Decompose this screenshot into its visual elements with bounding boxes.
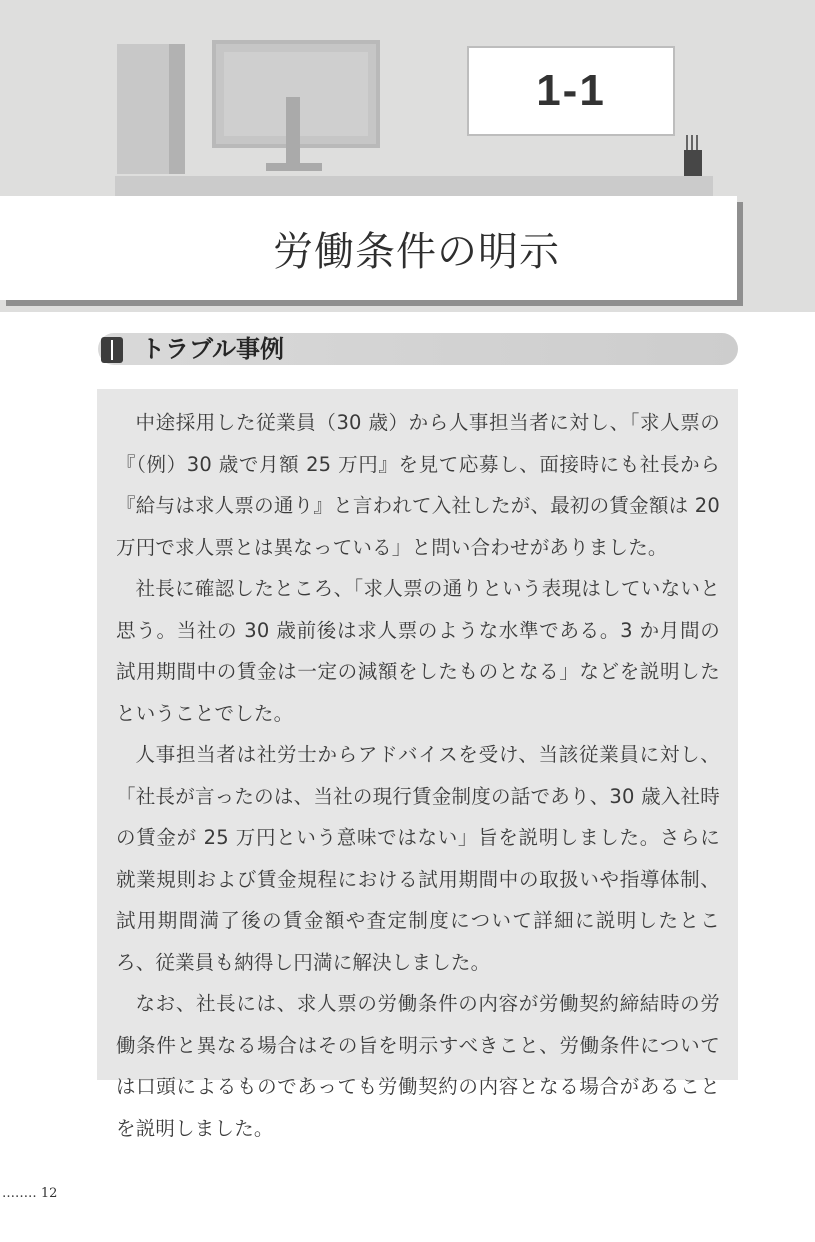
pen-cup-illustration [684,150,702,176]
chapter-number: 1-1 [467,46,675,136]
page-number: ‥‥‥‥ 12 [2,1186,58,1201]
section-heading: トラブル事例 [141,335,285,363]
bookshelf-illustration [117,44,169,174]
pens-illustration [686,135,700,151]
section-marker-icon [101,337,123,363]
bookshelf-side-illustration [169,44,185,174]
case-paragraph: 中途採用した従業員（30 歳）から人事担当者に対し、「求人票の『（例）30 歳で月額 25 万円』を見て応募し、面接時にも社長から『給与は求人票の通り』と言われて入社したが、最初の賃金額は 20 万円で求人票とは異なっている」と問い合わせがありました。 [116,411,720,559]
case-paragraph: 人事担当者は社労士からアドバイスを受け、当該従業員に対し、「社長が言ったのは、当社の現行賃金制度の話であり、30 歳入社時の賃金が 25 万円という意味ではない」旨を説明しました。さらに就業規則および賃金規程における試用期間中の取扱いや指導体制、試用期間満了後の賃金額や査定制度について詳細に説明したところ、従業員も納得し円満に解決しました。 [116,743,720,974]
case-paragraph: 社長に確認したところ、「求人票の通りという表現はしていないと思う。当社の 30 歳前後は求人票のような水準である。3 か月間の試用期間中の賃金は一定の減額をしたものとなる」などを説明したということでした。 [116,577,720,725]
case-text [116,402,720,1149]
monitor-base-illustration [266,163,322,171]
chapter-title: 労働条件の明示 [273,228,560,275]
chapter-title-bar [0,196,737,300]
case-paragraph: なお、社長には、求人票の労働条件の内容が労働契約締結時の労働条件と異なる場合はその旨を明示すべきこと、労働条件については口頭によるものであっても労働契約の内容となる場合があることを説明しました。 [116,992,720,1140]
monitor-stand-illustration [286,97,300,167]
